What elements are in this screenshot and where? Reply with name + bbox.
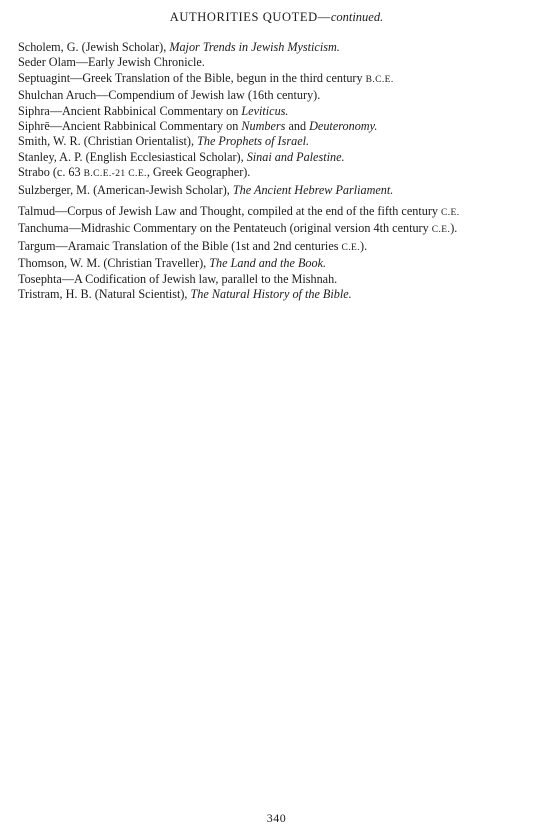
page-number: 340	[266, 811, 287, 825]
entry-title: Numbers	[241, 119, 286, 134]
list-item	[18, 272, 538, 287]
list-item	[18, 221, 538, 238]
entry-text: Septuagint—Greek Translation of the Bible, begun in the third century	[18, 70, 366, 85]
list-item	[18, 239, 538, 256]
entry-text: Tosephta—A Codification of Jewish law, parallel to the Mishnah.	[18, 271, 338, 286]
entry-text: Siphrē—Ancient Rabbinical Commentary on	[18, 119, 242, 134]
entry-text: Tristram, H. B. (Natural Scientist),	[18, 287, 191, 302]
list-item	[18, 88, 538, 103]
entry-era: B.C.E.	[365, 74, 394, 85]
list-item	[18, 204, 538, 221]
entry-text: , Greek Geographer).	[146, 165, 251, 180]
entry-text: Sulzberger, M. (American-Jewish Scholar),	[18, 182, 233, 197]
running-header	[0, 10, 553, 25]
entry-text: Seder Olam—Early Jewish Chronicle.	[18, 55, 205, 70]
entry-text: ).	[360, 238, 368, 253]
list-item	[18, 256, 538, 271]
list-item	[18, 71, 538, 88]
entry-era: C.E.	[341, 242, 361, 253]
list-item	[18, 134, 538, 149]
running-title: AUTHORITIES QUOTED—	[169, 10, 331, 24]
entry-text: Smith, W. R. (Christian Orientalist),	[18, 134, 198, 149]
entry-text: Thomson, W. M. (Christian Traveller),	[18, 256, 210, 271]
entry-title: Sinai and Palestine.	[246, 149, 345, 164]
entry-title: The Prophets of Israel.	[197, 134, 310, 149]
list-item	[18, 183, 538, 198]
list-item	[18, 119, 538, 134]
entry-title: Leviticus.	[241, 103, 289, 118]
entry-era: B.C.E.-21 C.E.	[83, 169, 147, 180]
list-item	[18, 165, 538, 182]
entry-text: Tanchuma—Midrashic Commentary on the Pentateuch (original version 4th century	[18, 221, 432, 236]
entry-era: C.E.	[431, 225, 451, 236]
entry-text: Shulchan Aruch—Compendium of Jewish law (16th century).	[18, 88, 321, 103]
entry-text: Stanley, A. P. (English Ecclesiastical Scholar),	[18, 149, 247, 164]
entry-title: Deuteronomy.	[309, 119, 378, 134]
entry-title: The Ancient Hebrew Parliament.	[232, 182, 394, 197]
entry-title: Major Trends in Jewish Mysticism.	[169, 40, 340, 54]
list-item	[18, 150, 538, 165]
entry-title: The Land and the Book.	[209, 256, 327, 271]
entry-text: and	[285, 119, 310, 134]
list-item	[18, 40, 538, 55]
entry-era: C.E.	[441, 208, 460, 219]
list-item	[18, 55, 538, 70]
authorities-list	[18, 40, 538, 303]
entry-text: ).	[450, 221, 458, 236]
entry-title: The Natural History of the Bible.	[190, 287, 352, 302]
list-item	[18, 104, 538, 119]
entry-text: Siphra—Ancient Rabbinical Commentary on	[18, 103, 242, 118]
continued-label: continued.	[330, 10, 384, 24]
entry-text: Scholem, G. (Jewish Scholar),	[18, 40, 170, 54]
entry-text: Talmud—Corpus of Jewish Law and Thought, compiled at the end of the fifth century	[18, 204, 442, 219]
list-item	[18, 287, 538, 302]
entry-text: Strabo (c. 63	[18, 165, 84, 180]
entry-text: Targum—Aramaic Translation of the Bible (1st and 2nd centuries	[18, 238, 342, 253]
